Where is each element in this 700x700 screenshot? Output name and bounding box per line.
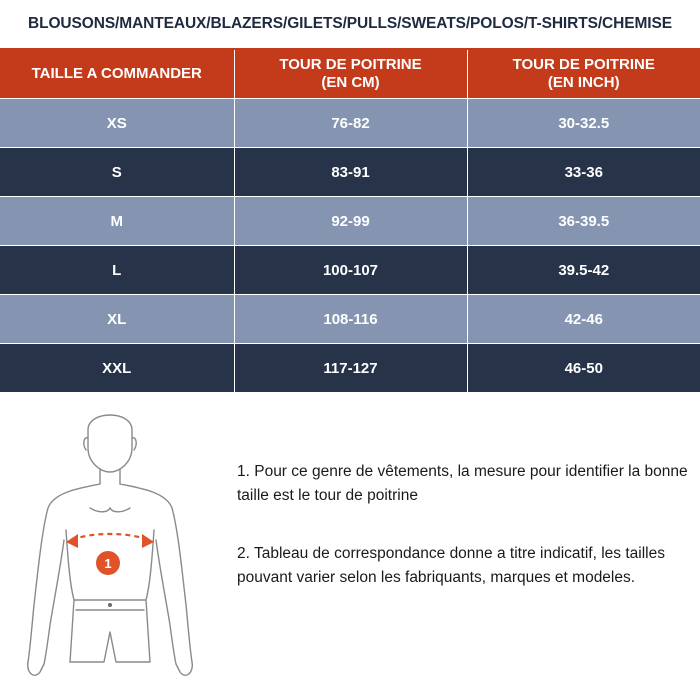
- size-cell: XL: [0, 295, 234, 344]
- cm-cell: 108-116: [234, 295, 467, 344]
- note-2: 2. Tableau de correspondance donne a titre indicatif, les tailles pouvant varier selon les fabriquants, marques et modeles.: [237, 545, 665, 586]
- size-cell: L: [0, 246, 234, 295]
- inch-cell: 36-39.5: [467, 197, 700, 246]
- header-chest-cm: TOUR DE POITRINE (EN CM): [234, 50, 467, 99]
- header-size: TAILLE A COMMANDER: [0, 50, 234, 99]
- table-row: [0, 295, 700, 344]
- header-chest-inch: TOUR DE POITRINE (EN INCH): [467, 50, 700, 99]
- table-row: [0, 344, 700, 393]
- chart-banner: [0, 0, 700, 50]
- notes-block: [237, 460, 697, 624]
- table-row: [0, 99, 700, 148]
- inch-cell: 42-46: [467, 295, 700, 344]
- inch-cell: 46-50: [467, 344, 700, 393]
- size-table: [0, 50, 700, 393]
- inch-cell: 39.5-42: [467, 246, 700, 295]
- size-cell: XS: [0, 99, 234, 148]
- cm-cell: 117-127: [234, 344, 467, 393]
- table-header-row: [0, 50, 700, 99]
- table-row: [0, 246, 700, 295]
- cm-cell: 76-82: [234, 99, 467, 148]
- cm-cell: 83-91: [234, 148, 467, 197]
- cm-cell: 100-107: [234, 246, 467, 295]
- size-cell: XXL: [0, 344, 234, 393]
- body-outline-icon: [20, 400, 200, 690]
- size-cell: M: [0, 197, 234, 246]
- table-row: [0, 148, 700, 197]
- table-row: [0, 197, 700, 246]
- measurement-marker: 1: [104, 556, 112, 571]
- inch-cell: 33-36: [467, 148, 700, 197]
- body-measurement-figure: [20, 400, 200, 690]
- cm-cell: 92-99: [234, 197, 467, 246]
- inch-cell: 30-32.5: [467, 99, 700, 148]
- note-1: 1. Pour ce genre de vêtements, la mesure pour identifier la bonne taille est le tour de poitrine: [237, 463, 688, 504]
- banner-title: BLOUSONS/MANTEAUX/BLAZERS/GILETS/PULLS/SWEATS/POLOS/T-SHIRTS/CHEMISE: [28, 15, 672, 32]
- size-cell: S: [0, 148, 234, 197]
